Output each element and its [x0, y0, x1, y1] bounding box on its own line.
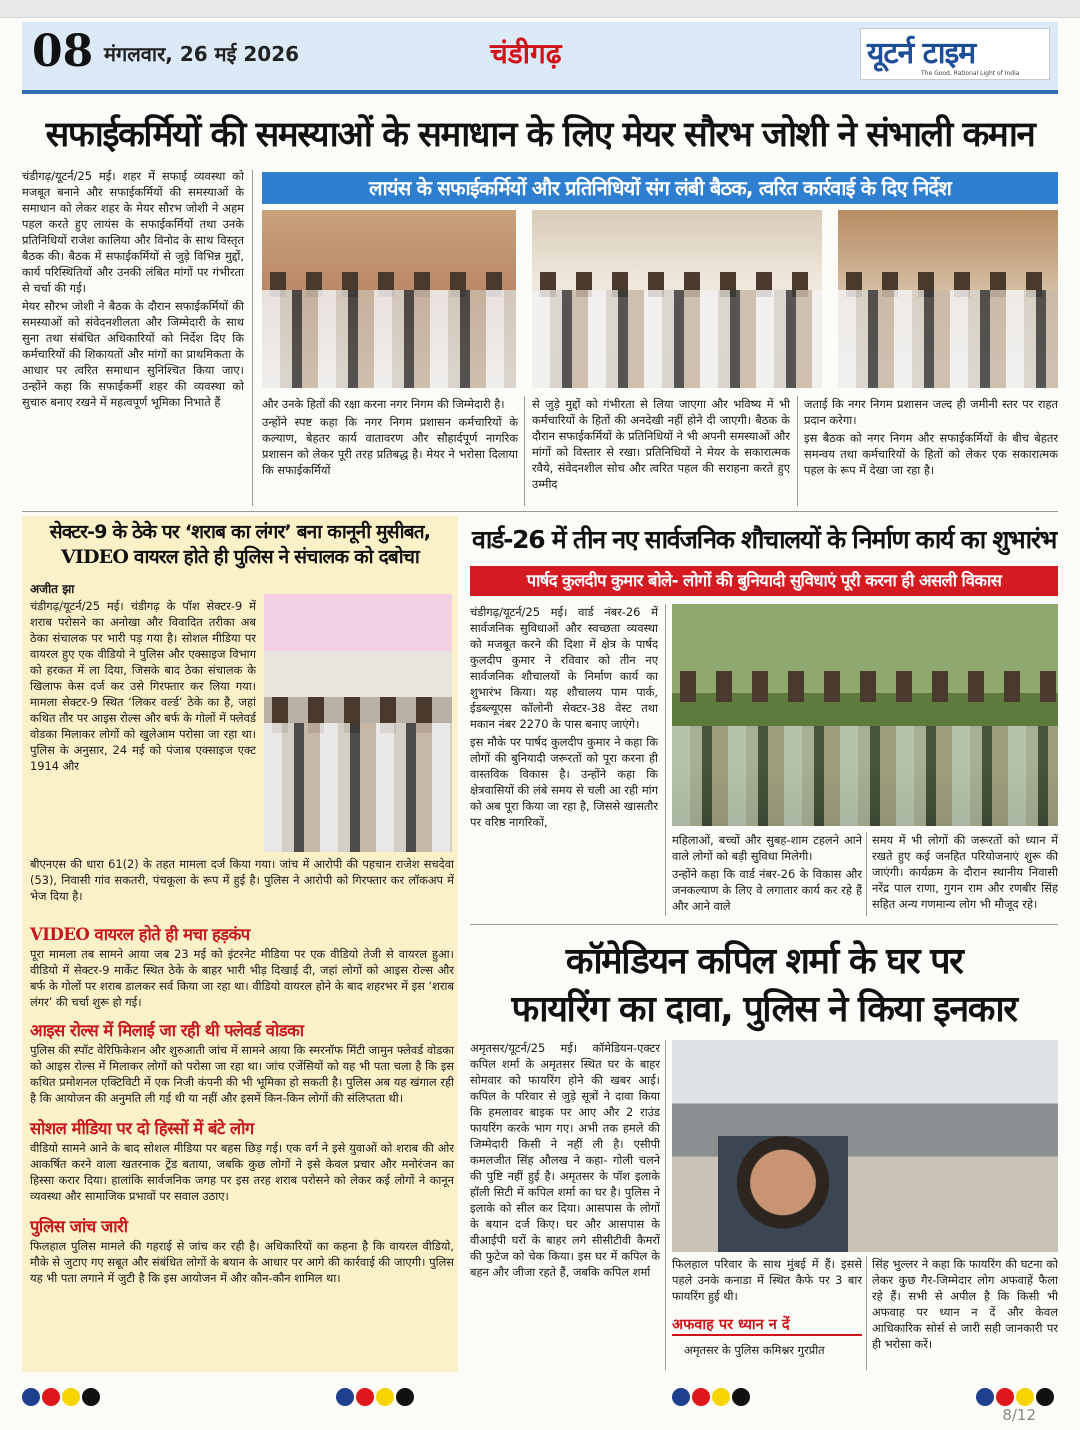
story2-paragraph: पुलिस की स्पॉट वेरिफिकेशन और शुरुआती जांच में सामने आया कि स्मरनॉफ मिंटी जामुन फ्लेवर्ड वोडका को आइस रोल्स में मिलाकर लोगों को परोसा जा रहा था। जांच एजेंसियों को यह भी पता चला है कि इस कथित प्रमोशनल एक्टिविटी में एक निजी कंपनी की भी भूमिका हो सकती है। पुलिस अब यह खंगाल रही है कि आयोजन की अनुमति ली गई थी या नहीं और इसमें किन-किन लोगों की संलिप्तता थी।	[30, 1043, 454, 1105]
story2-paragraph: बीएनएस की धारा 61(2) के तहत मामला दर्ज किया गया। जांच में आरोपी की पहचान राजेश सचदेवा (53), निवासी गांव सकतरी, पंचकूला के रूप में हुई है। पुलिस ने आरोपी को गिरफ्तार कर लॉकअप में भेज दिया है।	[30, 857, 454, 903]
story3-paragraph: समय में भी लोगों की जरूरतों को ध्यान में रखते हुए कई जनहित परियोजनाएं शुरू की जाएंगी। कार्यक्रम के दौरान स्थानीय निवासी नरेंद्र पाल राणा, गुगन राम और रणबीर सिंह सहित अन्य गणमान्य लोग भी मौजूद रहे।	[872, 833, 1058, 911]
story1-paragraph: इस बैठक को नगर निगम और सफाईकर्मियों के बीच बेहतर समन्वय तथा कर्मचारियों के हितों को लेकर एक सकारात्मक पहल के रूप में देखा जा रहा है।	[804, 431, 1058, 477]
registration-dot	[22, 1388, 40, 1406]
story2-subhead-social-media: सोशल मीडिया पर दो हिस्सों में बंटे लोग	[30, 1119, 254, 1138]
registration-dot	[692, 1388, 710, 1406]
logo-wordmark: यूटर्न टाइम	[867, 36, 976, 71]
story3-subheadline: पार्षद कुलदीप कुमार बोले- लोगों की बुनियादी सुविधाएं पूरी करना ही असली विकास	[470, 566, 1058, 596]
story3-paragraph: उन्होंने कहा कि वार्ड नंबर-26 के विकास और जनकल्याण के लिए वे लगातार कार्य कर रहे हैं और आने वाले	[672, 867, 862, 913]
story2-headline-line1: सेक्टर-9 के ठेके पर ‘शराब का लंगर’ बना कानूनी मुसीबत,	[49, 521, 431, 543]
story1-subheadline: लायंस के सफाईकर्मियों और प्रतिनिधियों संग लंबी बैठक, त्वरित कार्रवाई के दिए निर्देश	[262, 172, 1058, 204]
story3-paragraph: महिलाओं, बच्चों और सुबह-शाम टहलने आने वाले लोगों को बड़ी सुविधा मिलेगी।	[672, 833, 862, 863]
column-divider	[524, 396, 525, 506]
registration-dot	[62, 1388, 80, 1406]
story4-column-2	[672, 1256, 862, 1312]
story4-headline-line1: कॉमेडियन कपिल शर्मा के घर पर	[565, 941, 963, 982]
story3-headline: वार्ड-26 में तीन नए सार्वजनिक शौचालयों के निर्माण कार्य का शुभारंभ	[471, 525, 1057, 554]
story2-headline-line2: VIDEO वायरल होते ही पुलिस ने संचालक को दबोचा	[60, 546, 420, 568]
page-indicator: 8/12	[1002, 1406, 1036, 1424]
story3-column-1	[470, 604, 658, 916]
story3-paragraph: चंडीगढ़/यूटर्न/25 मई। वार्ड नंबर-26 में सार्वजनिक सुविधाओं और स्वच्छता व्यवस्था को मजबूत करने की दिशा में क्षेत्र के पार्षद कुलदीप कुमार ने रविवार को तीन नए सार्वजनिक शौचालयों के निर्माण कार्य का शुभारंभ किया। यह शौचालय पाम पार्क, ईडब्ल्यूएस कॉलोनी सेक्टर-38 वेस्ट तथा मकान नंबर 2270 के पास बनाए जाएंगे।	[470, 605, 658, 731]
story2-paragraph: फिलहाल पुलिस मामले की गहराई से जांच कर रही है। अधिकारियों का कहना है कि वायरल वीडियो, मौके से जुटाए गए सबूत और संबंधित लोगों के बयान के आधार पर आगे की कार्रवाई की जाएगी। पुलिस यह भी पता लगाने में जुटी है कि इस आयोजन में और कौन-कौन शामिल था।	[30, 1239, 454, 1285]
registration-marks-3	[672, 1388, 752, 1406]
registration-dot	[42, 1388, 60, 1406]
story3-paragraph: इस मौके पर पार्षद कुलदीप कुमार ने कहा कि लोगों की बुनियादी जरूरतों को पूरा करना ही वास्तविक विकास है। उन्होंने कहा कि क्षेत्रवासियों की लंबे समय से चली आ रही मांग को अब पूरा किया जा रहा है, जिससे खासतौर पर वरिष्ठ नागरिकों,	[470, 735, 658, 829]
story4-photo-house	[672, 1040, 1058, 1252]
story1-paragraph: मेयर सौरभ जोशी ने बैठक के दौरान सफाईकर्मियों की समस्याओं को संवेदनशीलता और जिम्मेदारी के साथ सुना तथा संबंधित अधिकारियों को निर्देश दिए कि कर्मचारियों की शिकायतों और मांगों का प्राथमिकता के आधार पर त्वरित समाधान सुनिश्चित किया जाए। उन्होंने कहा कि सफाईकर्मी शहर की व्यवस्था को सुचारु बनाए रखने में महत्वपूर्ण भूमिका निभाते हैं	[22, 299, 244, 409]
story2-byline: अजीत झा	[30, 582, 75, 596]
story2-section-2	[30, 1042, 454, 1110]
story4-paragraph: फिलहाल परिवार के साथ मुंबई में हैं। इससे पहले उनके कनाडा में स्थित कैफे पर 3 बार फायरिंग हुई थी।	[672, 1257, 862, 1303]
registration-marks-1	[22, 1388, 102, 1406]
story4-paragraph: अमृतसर के पुलिस कमिश्नर गुरप्रीत	[684, 1343, 825, 1357]
story1-column-3	[532, 396, 790, 506]
story2-photo-liquor-shop	[264, 594, 452, 852]
story3-photo-groundbreaking	[672, 604, 1058, 826]
story3-column-3	[872, 832, 1058, 916]
story2-box	[22, 516, 458, 1372]
registration-dot	[1016, 1388, 1034, 1406]
registration-dot	[356, 1388, 374, 1406]
story2-headline	[22, 520, 458, 570]
story2-paragraph: वीडियो सामने आने के बाद सोशल मीडिया पर बहस छिड़ गई। एक वर्ग ने इसे युवाओं को शराब की ओर आकर्षित करने वाला खतरनाक ट्रेंड बताया, जबकि कुछ लोगों ने इसे केवल प्रचार और मनोरंजन का हिस्सा करार दिया। हालांकि सार्वजनिक जगह पर इस तरह शराब परोसने को लेकर कई लोगों ने कानून व्यवस्था और सामाजिक प्रभावों पर सवाल उठाए।	[30, 1141, 454, 1203]
story1-paragraph: उन्होंने स्पष्ट कहा कि नगर निगम प्रशासन कर्मचारियों के कल्याण, बेहतर कार्य वातावरण और सौहार्दपूर्ण नागरिक प्रशासन को लेकर पूरी तरह प्रतिबद्ध है। मेयर ने भरोसा दिलाया कि सफाईकर्मियों	[262, 415, 518, 477]
story1-column-2	[262, 396, 518, 506]
story2-headline-video: VIDEO	[60, 546, 129, 568]
viewer-top-bar	[0, 0, 1080, 18]
section-divider	[470, 924, 1058, 925]
story4-headline-line2: फायरिंग का दावा, पुलिस ने किया इनकार	[511, 989, 1017, 1030]
column-divider	[866, 832, 867, 916]
city-section: चंडीगढ़	[490, 37, 562, 70]
story1-photo-meeting-1	[262, 210, 516, 388]
registration-dot	[396, 1388, 414, 1406]
story2-subhead-video-viral: VIDEO वायरल होते ही मचा हड़कंप	[30, 925, 250, 944]
story4-column-1	[470, 1040, 660, 1370]
story4-headline	[470, 938, 1058, 1034]
story2-section-1	[30, 946, 454, 1012]
page-number: 08	[32, 26, 94, 77]
column-divider	[797, 396, 798, 506]
column-divider	[866, 1256, 867, 1370]
story2-paragraph: चंडीगढ़/यूटर्न/25 मई। चंडीगढ़ के पॉश सेक्टर-9 में शराब परोसने का अनोखा और विवादित तरीका अब ठेका संचालक पर भारी पड़ गया है। सोशल मीडिया पर वायरल हुए एक वीडियो ने पुलिस और एक्साइज विभाग को हरकत में ला दिया, जिसके बाद ठेका संचालक के खिलाफ केस दर्ज कर उसे गिरफ्तार कर लिया गया। मामला सेक्टर-9 स्थित ‘लिकर वर्ल्ड’ ठेके का है, जहां कथित तौर पर आइस रोल्स और बर्फ के गोलों में फ्लेवर्ड वोडका मिलाकर लोगों को खुलेआम परोसा जा रहा था। पुलिस के अनुसार, 24 मई को पंजाब एक्साइज एक्ट 1914 और	[30, 599, 256, 773]
story4-column-2b	[684, 1342, 860, 1372]
story4-paragraph: सिंह भुल्लर ने कहा कि फायरिंग की घटना को लेकर कुछ गैर-जिम्मेदार लोग अफवाहें फैला रहे हैं। सभी से अपील है कि किसी भी अफवाह पर ध्यान न दें और केवल आधिकारिक सोर्स से जारी सही जानकारी पर ही भरोसा करें।	[872, 1257, 1058, 1351]
registration-marks-4	[976, 1388, 1056, 1406]
logo-tagline: The Good, Rational Light of India	[921, 70, 1020, 77]
registration-dot	[996, 1388, 1014, 1406]
story4-paragraph: अमृतसर/यूटर्न/25 मई। कॉमेडियन-एक्टर कपिल शर्मा के अमृतसर स्थित घर के बाहर सोमवार को फायरिंग होने की खबर आई। कपिल के परिवार से जुड़े सूत्रों ने दावा किया कि हमलावर बाइक पर आए और 2 राउंड फायरिंग करके भाग गए। अभी तक हमले की जिम्मेदारी किसी ने नहीं ली है। एसीपी कमलजीत सिंह औलख ने कहा- गोली चलने की पुष्टि नहीं हुई है। अमृतसर के पॉश इलाके हॉली सिटी में कपिल शर्मा का घर है। पुलिस ने इलाके को सील कर दिया। आसपास के लोगों के बयान दर्ज किए। घर और आसपास के वीआईपी घरों के बाहर लगे सीसीटीवी कैमरों की फुटेज को चेक किया। इस घर में कपिल के बहन और जीजा रहते हैं, जबकि कपिल शर्मा	[470, 1041, 660, 1279]
story1-photo-meeting-2	[532, 210, 822, 388]
story1-photo-meeting-3	[838, 210, 1058, 388]
story1-paragraph: और उनके हितों की रक्षा करना नगर निगम की जिम्मेदारी है।	[262, 397, 505, 411]
story2-section-4	[30, 1238, 454, 1366]
story1-paragraph: जताई कि नगर निगम प्रशासन जल्द ही जमीनी स्तर पर राहत प्रदान करेगा।	[804, 397, 1058, 427]
story2-section-3	[30, 1140, 454, 1208]
registration-dot	[712, 1388, 730, 1406]
story4-subhead-rumour: अफवाह पर ध्यान न दें	[672, 1317, 790, 1333]
story4-column-3	[872, 1256, 1058, 1370]
masthead	[22, 22, 1058, 94]
registration-dot	[336, 1388, 354, 1406]
story1-column-1	[22, 168, 244, 508]
registration-dot	[1036, 1388, 1054, 1406]
registration-dot	[376, 1388, 394, 1406]
newspaper-logo	[860, 28, 1050, 80]
registration-marks-2	[336, 1388, 416, 1406]
story2-paragraph: पूरा मामला तब सामने आया जब 23 मई को इंटरनेट मीडिया पर एक वीडियो तेजी से वायरल हुआ। वीडियो में सेक्टर-9 मार्केट स्थित ठेके के बाहर भारी भीड़ दिखाई दी, जहां लोगों को आइस रोल्स और बर्फ के गोलों पर शराब डालकर सर्व किया जा रहा था। वीडियो वायरल होने के बाद शहरभर में इस ‘शराब लंगर’ की चर्चा शुरू हो गई।	[30, 947, 454, 1009]
registration-dot	[732, 1388, 750, 1406]
column-divider	[665, 604, 666, 916]
portrait-inset	[718, 1136, 848, 1252]
story2-subhead-police-probe: पुलिस जांच जारी	[30, 1217, 128, 1236]
registration-dot	[82, 1388, 100, 1406]
registration-dot	[672, 1388, 690, 1406]
story2-subhead-ice-rolls: आइस रोल्स में मिलाई जा रही थी फ्लेवर्ड वोडका	[30, 1021, 304, 1040]
story1-paragraph: से जुड़े मुद्दों को गंभीरता से लिया जाएगा और भविष्य में भी कर्मचारियों के हितों की अनदेखी नहीं होने दी जाएगी। बैठक के दौरान सफाईकर्मियों के प्रतिनिधियों ने भी अपनी समस्याओं और मांगों को विस्तार से रखा। प्रतिनिधियों ने मेयर के सकारात्मक रवैये, संवेदनशील सोच और त्वरित पहल की सराहना करते हुए उम्मीद	[532, 397, 790, 491]
issue-date: मंगलवार, 26 मई 2026	[104, 42, 300, 66]
story3-column-2	[672, 832, 862, 916]
column-divider	[252, 170, 253, 506]
subhead-underline	[672, 1334, 862, 1336]
story2-intro-continued	[30, 856, 454, 916]
story1-paragraph: चंडीगढ़/यूटर्न/25 मई। शहर में सफाई व्यवस्था को मजबूत बनाने और सफाईकर्मियों की समस्याओं के समाधान को लेकर शहर के मेयर सौरभ जोशी ने अहम पहल करते हुए लायंस के सफाईकर्मियों तथा उनके प्रतिनिधियों राजेश कालिया और विनोद के साथ विस्तृत बैठक की। बैठक में सफाईकर्मियों से जुड़े विभिन्न मुद्दों, कार्य परिस्थितियों और उनकी लंबित मांगों पर गंभीरता से चर्चा की गई।	[22, 169, 244, 295]
column-divider	[665, 1040, 666, 1370]
section-divider	[22, 511, 1058, 512]
story2-intro-column	[30, 598, 256, 854]
story1-column-4	[804, 396, 1058, 506]
story1-headline: सफाईकर्मियों की समस्याओं के समाधान के लिए मेयर सौरभ जोशी ने संभाली कमान	[45, 115, 1035, 155]
registration-dot	[976, 1388, 994, 1406]
